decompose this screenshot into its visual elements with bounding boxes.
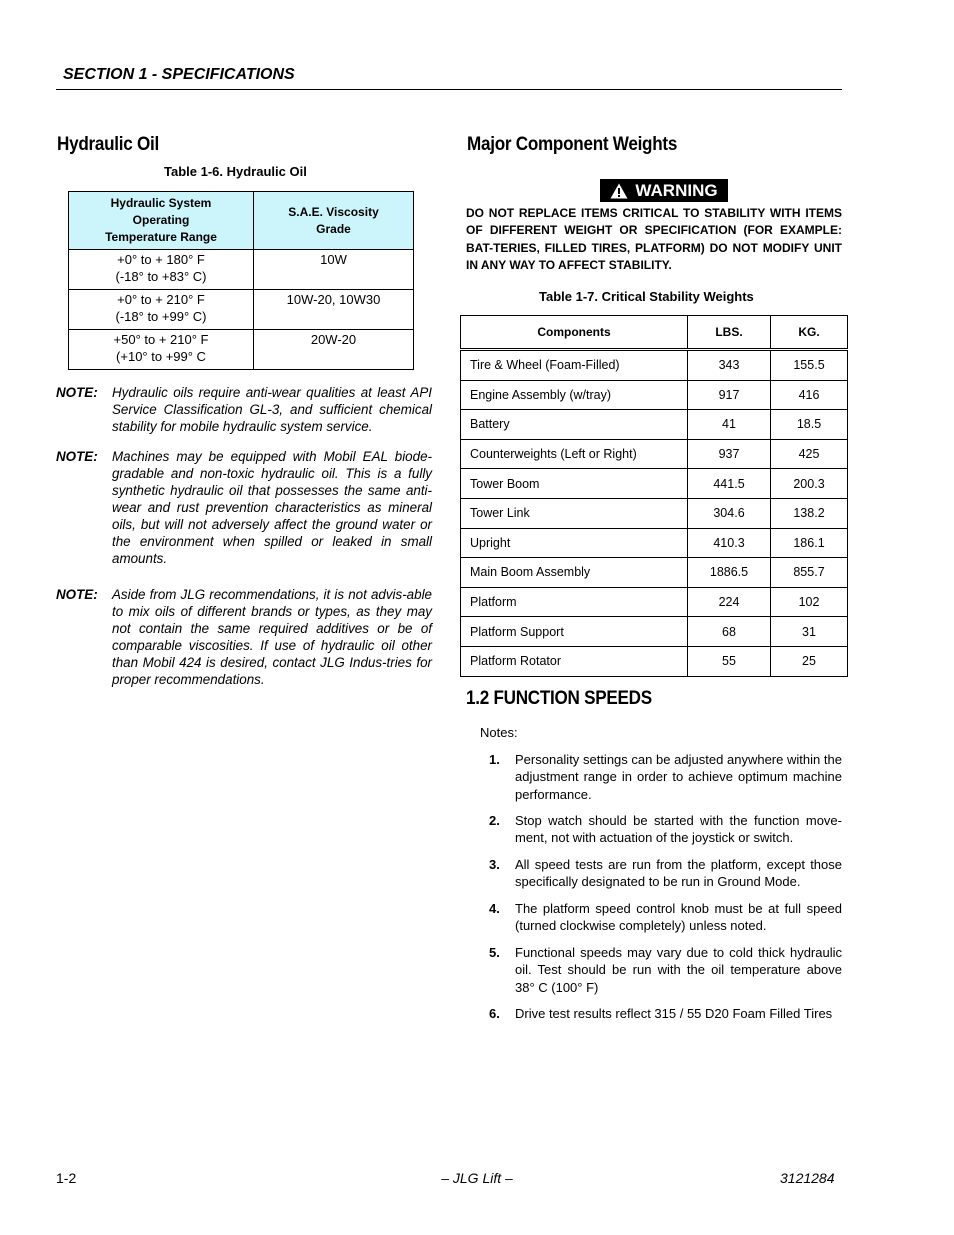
- kg-cell: 425: [771, 439, 848, 469]
- item-number: 6.: [489, 1006, 500, 1021]
- component-cell: Counterweights (Left or Right): [461, 439, 688, 469]
- component-cell: Platform: [461, 587, 688, 617]
- table-row: [461, 617, 848, 647]
- range-f: +0° to + 180° F: [117, 252, 205, 267]
- note-label: NOTE:: [56, 449, 98, 464]
- table-row: [461, 410, 848, 440]
- grade-cell: 20W-20: [254, 330, 414, 370]
- critical-stability-weights-table: [460, 315, 848, 677]
- column-header-components: Components: [461, 316, 688, 350]
- item-text: Functional speeds may vary due to cold thick hydraulic oil. Test should be run with the oil temperature above 38° C (100° F): [515, 945, 842, 995]
- kg-cell: 25: [771, 646, 848, 676]
- header-line: S.A.E. Viscosity: [288, 204, 379, 219]
- item-number: 2.: [489, 813, 500, 828]
- kg-cell: 102: [771, 587, 848, 617]
- table-row: [461, 469, 848, 499]
- warning-text: DO NOT REPLACE ITEMS CRITICAL TO STABILITY WITH ITEMS OF DIFFERENT WEIGHT OR SPECIFICATION (FOR EXAMPLE: BAT-TERIES, FILLED TIRES, PLATFORM) DO NOT MODIFY UNIT IN ANY WAY TO AFFECT STABILITY.: [466, 206, 842, 272]
- lbs-cell: 55: [688, 646, 771, 676]
- component-cell: Tire & Wheel (Foam-Filled): [461, 350, 688, 381]
- column-header-lbs: LBS.: [688, 316, 771, 350]
- lbs-cell: 224: [688, 587, 771, 617]
- range-c: (-18° to +99° C): [115, 309, 207, 324]
- kg-cell: 138.2: [771, 498, 848, 528]
- header-line: Temperature Range: [105, 230, 217, 244]
- hydraulic-oil-heading: Hydraulic Oil: [57, 134, 159, 155]
- item-number: 5.: [489, 945, 500, 960]
- temperature-cell: [69, 250, 254, 290]
- component-cell: Engine Assembly (w/tray): [461, 380, 688, 410]
- lbs-cell: 410.3: [688, 528, 771, 558]
- column-header-kg: KG.: [771, 316, 848, 350]
- lbs-cell: 1886.5: [688, 558, 771, 588]
- temperature-cell: [69, 330, 254, 370]
- table-row: [461, 350, 848, 381]
- list-item: [489, 1005, 842, 1022]
- component-cell: Battery: [461, 410, 688, 440]
- kg-cell: 186.1: [771, 528, 848, 558]
- component-cell: Main Boom Assembly: [461, 558, 688, 588]
- lbs-cell: 304.6: [688, 498, 771, 528]
- hydraulic-oil-table-caption: Table 1-6. Hydraulic Oil: [164, 164, 307, 179]
- table-row: [461, 558, 848, 588]
- lbs-cell: 68: [688, 617, 771, 647]
- item-text: All speed tests are run from the platform, except those specifically designated to be run in Ground Mode.: [515, 857, 842, 890]
- component-cell: Platform Rotator: [461, 646, 688, 676]
- list-item: [489, 812, 842, 847]
- item-number: 1.: [489, 752, 500, 767]
- temperature-cell: [69, 290, 254, 330]
- table-row: [69, 290, 414, 330]
- note-text: Machines may be equipped with Mobil EAL biode-gradable and non-toxic hydraulic oil. This is a fully synthetic hydraulic oil that possesses the same anti-wear and rust prevention characteristics as mineral oils, but will not adversely affect the ground water or the environment when spilled or leaked in small amounts.: [112, 449, 432, 566]
- lbs-cell: 41: [688, 410, 771, 440]
- footer-title: – JLG Lift –: [441, 1170, 513, 1186]
- warning-label: WARNING: [635, 180, 718, 200]
- column-header-temperature: [69, 192, 254, 250]
- note-text: Aside from JLG recommendations, it is not advis-able to mix oils of different brands or types, as they may not contain the same required additives or be of comparable viscosities. If use of hydraulic oil other than Mobil 424 is desired, contact JLG Indus-tries for proper recommendations.: [112, 587, 432, 687]
- component-cell: Upright: [461, 528, 688, 558]
- kg-cell: 855.7: [771, 558, 848, 588]
- range-f: +0° to + 210° F: [117, 292, 205, 307]
- header-rule: [56, 89, 842, 90]
- item-text: Stop watch should be started with the function move-ment, not with actuation of the joystick or switch.: [515, 813, 842, 846]
- note-mobil-eal: [56, 448, 432, 567]
- kg-cell: 155.5: [771, 350, 848, 381]
- warning-banner: [600, 179, 728, 202]
- note-label: NOTE:: [56, 385, 98, 400]
- notes-label: Notes:: [480, 725, 518, 740]
- note-mixing-oils: [56, 586, 432, 688]
- grade-cell: 10W-20, 10W30: [254, 290, 414, 330]
- table-row: [461, 380, 848, 410]
- document-number: 3121284: [780, 1170, 835, 1186]
- lbs-cell: 917: [688, 380, 771, 410]
- lbs-cell: 937: [688, 439, 771, 469]
- table-row: [69, 330, 414, 370]
- component-cell: Tower Boom: [461, 469, 688, 499]
- item-text: Drive test results reflect 315 / 55 D20 Foam Filled Tires: [515, 1006, 833, 1021]
- stability-weights-caption: Table 1-7. Critical Stability Weights: [539, 289, 754, 304]
- table-row: [461, 498, 848, 528]
- page-number: 1-2: [56, 1170, 77, 1186]
- component-cell: Tower Link: [461, 498, 688, 528]
- item-text: Personality settings can be adjusted anywhere within the adjustment range in order to achieve optimum machine performance.: [515, 752, 842, 802]
- table-row: [461, 587, 848, 617]
- warning-triangle-icon: [610, 183, 628, 199]
- range-c: (-18° to +83° C): [115, 269, 207, 284]
- table-row: [69, 250, 414, 290]
- lbs-cell: 343: [688, 350, 771, 381]
- lbs-cell: 441.5: [688, 469, 771, 499]
- kg-cell: 200.3: [771, 469, 848, 499]
- list-item: [489, 856, 842, 891]
- item-number: 4.: [489, 901, 500, 916]
- header-line: Grade: [316, 221, 351, 236]
- component-cell: Platform Support: [461, 617, 688, 647]
- header-line: Operating: [132, 213, 190, 227]
- table-row: [461, 439, 848, 469]
- table-row: [461, 528, 848, 558]
- hydraulic-oil-table: [68, 191, 414, 370]
- grade-cell: 10W: [254, 250, 414, 290]
- list-item: [489, 944, 842, 996]
- note-text: Hydraulic oils require anti-wear qualities at least API Service Classification GL-3, and sufficient chemical stability for mobile hydraulic system service.: [112, 385, 432, 434]
- section-header: SECTION 1 - SPECIFICATIONS: [63, 66, 295, 83]
- range-c: (+10° to +99° C: [116, 349, 206, 364]
- function-speeds-heading: 1.2 FUNCTION SPEEDS: [466, 688, 652, 709]
- kg-cell: 31: [771, 617, 848, 647]
- component-weights-heading: Major Component Weights: [467, 134, 678, 155]
- note-api-classification: [56, 384, 432, 435]
- item-number: 3.: [489, 857, 500, 872]
- range-f: +50° to + 210° F: [113, 332, 209, 347]
- list-item: [489, 900, 842, 935]
- note-label: NOTE:: [56, 587, 98, 602]
- kg-cell: 18.5: [771, 410, 848, 440]
- list-item: [489, 751, 842, 803]
- header-line: Hydraulic System: [110, 196, 212, 210]
- item-text: The platform speed control knob must be at full speed (turned clockwise completely) unless noted.: [515, 901, 842, 934]
- column-header-viscosity: [254, 192, 414, 250]
- table-row: [461, 646, 848, 676]
- kg-cell: 416: [771, 380, 848, 410]
